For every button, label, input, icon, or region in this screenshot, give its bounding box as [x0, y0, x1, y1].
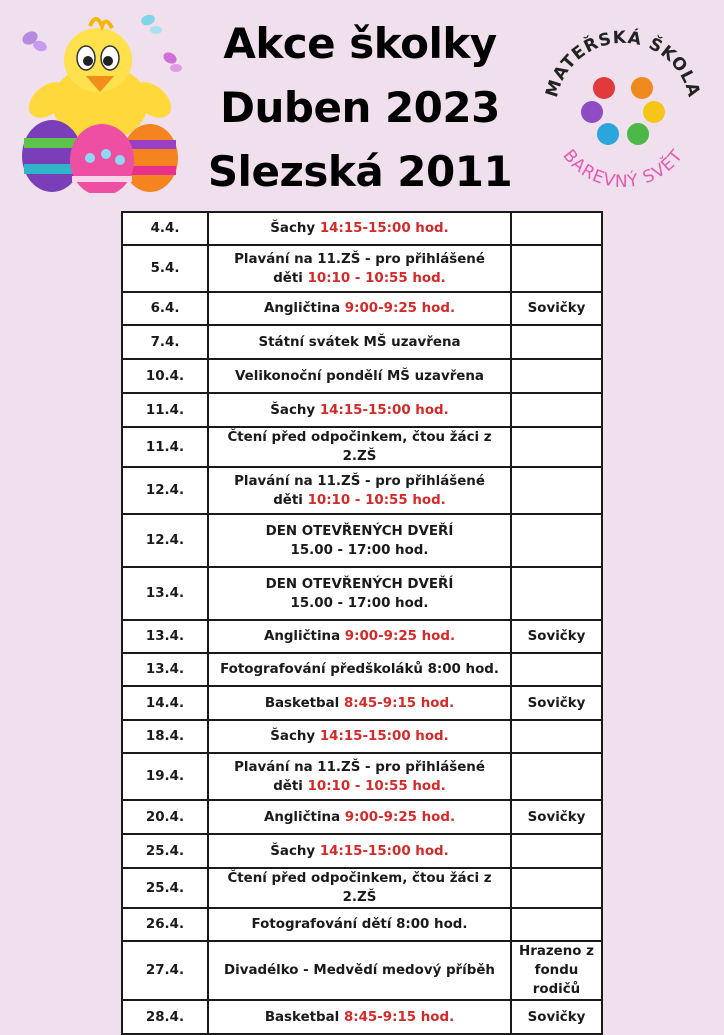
logo-bottom-text: BAREVNÝ SVĚT	[558, 145, 688, 187]
event-date: 26.4.	[122, 908, 208, 941]
table-row	[122, 800, 602, 834]
event-date: 13.4.	[122, 653, 208, 686]
event-date: 6.4.	[122, 292, 208, 325]
svg-text:MATEŘSKÁ ŠKOLA	[542, 26, 704, 100]
table-row	[122, 834, 602, 868]
event-note	[511, 653, 602, 686]
table-row	[122, 653, 602, 686]
event-description: Plavání na 11.ZŠ - pro přihlášené děti 10:10 - 10:55 hod.	[208, 245, 511, 292]
event-note	[511, 467, 602, 514]
event-note	[511, 359, 602, 393]
event-description: Šachy 14:15-15:00 hod.	[208, 834, 511, 868]
easter-egg-icon	[70, 124, 134, 193]
title-line: Duben 2023	[220, 83, 500, 132]
event-date: 5.4.	[122, 245, 208, 292]
event-description: DEN OTEVŘENÝCH DVEŘÍ 15.00 - 17:00 hod.	[208, 567, 511, 620]
table-row	[122, 212, 602, 245]
table-row	[122, 325, 602, 359]
event-description: Plavání na 11.ZŠ - pro přihlášené děti 10:10 - 10:55 hod.	[208, 467, 511, 514]
event-note	[511, 720, 602, 753]
butterfly-icon	[20, 29, 48, 53]
event-description: Divadélko - Medvědí medový příběh	[208, 941, 511, 1000]
table-row	[122, 620, 602, 653]
table-row	[122, 393, 602, 427]
event-note	[511, 834, 602, 868]
event-description: Fotografování dětí 8:00 hod.	[208, 908, 511, 941]
table-row	[122, 292, 602, 325]
event-description: Šachy 14:15-15:00 hod.	[208, 720, 511, 753]
table-row	[122, 720, 602, 753]
event-description: Šachy 14:15-15:00 hod.	[208, 212, 511, 245]
event-note	[511, 908, 602, 941]
event-date: 11.4.	[122, 427, 208, 467]
event-note: Sovičky	[511, 686, 602, 720]
event-date: 12.4.	[122, 514, 208, 567]
event-note	[511, 245, 602, 292]
event-note	[511, 753, 602, 800]
event-description: Angličtina 9:00-9:25 hod.	[208, 292, 511, 325]
event-date: 13.4.	[122, 620, 208, 653]
logo-top-text: MATEŘSKÁ ŠKOLA	[542, 27, 704, 100]
event-description: Čtení před odpočinkem, čtou žáci z 2.ZŠ	[208, 868, 511, 908]
table-row	[122, 245, 602, 292]
event-date: 12.4.	[122, 467, 208, 514]
table-row	[122, 567, 602, 620]
svg-text:BAREVNÝ SVĚT	[559, 146, 688, 187]
event-note	[511, 567, 602, 620]
event-note	[511, 325, 602, 359]
title-line: Akce školky	[223, 19, 497, 68]
event-note: Sovičky	[511, 620, 602, 653]
event-description: Čtení před odpočinkem, čtou žáci z 2.ZŠ	[208, 427, 511, 467]
table-row	[122, 753, 602, 800]
event-date: 18.4.	[122, 720, 208, 753]
event-date: 7.4.	[122, 325, 208, 359]
event-date: 19.4.	[122, 753, 208, 800]
event-description: Velikonoční pondělí MŠ uzavřena	[208, 359, 511, 393]
event-description: Fotografování předškoláků 8:00 hod.	[208, 653, 511, 686]
event-note	[511, 427, 602, 467]
table-row	[122, 686, 602, 720]
event-date: 4.4.	[122, 212, 208, 245]
table-row	[122, 514, 602, 567]
event-note: Hrazeno z fondu rodičů	[511, 941, 602, 1000]
title-line: Slezská 2011	[207, 147, 513, 196]
event-description: Basketbal 8:45-9:15 hod.	[208, 686, 511, 720]
event-note	[511, 868, 602, 908]
event-date: 27.4.	[122, 941, 208, 1000]
event-date: 10.4.	[122, 359, 208, 393]
table-row	[122, 868, 602, 908]
event-date: 25.4.	[122, 834, 208, 868]
school-logo	[538, 22, 708, 187]
event-description: Šachy 14:15-15:00 hod.	[208, 393, 511, 427]
event-note: Sovičky	[511, 1000, 602, 1034]
event-note: Sovičky	[511, 292, 602, 325]
table-row	[122, 467, 602, 514]
schedule-table	[121, 211, 603, 1035]
table-row	[122, 941, 602, 1000]
butterfly-icon	[140, 13, 162, 34]
event-date: 14.4.	[122, 686, 208, 720]
event-note: Sovičky	[511, 800, 602, 834]
event-description: Basketbal 8:45-9:15 hod.	[208, 1000, 511, 1034]
event-date: 20.4.	[122, 800, 208, 834]
event-date: 25.4.	[122, 868, 208, 908]
table-row	[122, 359, 602, 393]
table-row	[122, 427, 602, 467]
event-note	[511, 393, 602, 427]
event-note	[511, 514, 602, 567]
event-description: Státní svátek MŠ uzavřena	[208, 325, 511, 359]
event-description: Angličtina 9:00-9:25 hod.	[208, 800, 511, 834]
event-description: Plavání na 11.ZŠ - pro přihlášené děti 10:10 - 10:55 hod.	[208, 753, 511, 800]
event-description: Angličtina 9:00-9:25 hod.	[208, 620, 511, 653]
event-note	[511, 212, 602, 245]
event-date: 11.4.	[122, 393, 208, 427]
event-date: 28.4.	[122, 1000, 208, 1034]
table-row	[122, 908, 602, 941]
page-title	[160, 12, 560, 204]
handprint-icon	[581, 77, 665, 145]
event-description: DEN OTEVŘENÝCH DVEŘÍ 15.00 - 17:00 hod.	[208, 514, 511, 567]
table-row	[122, 1000, 602, 1034]
event-date: 13.4.	[122, 567, 208, 620]
